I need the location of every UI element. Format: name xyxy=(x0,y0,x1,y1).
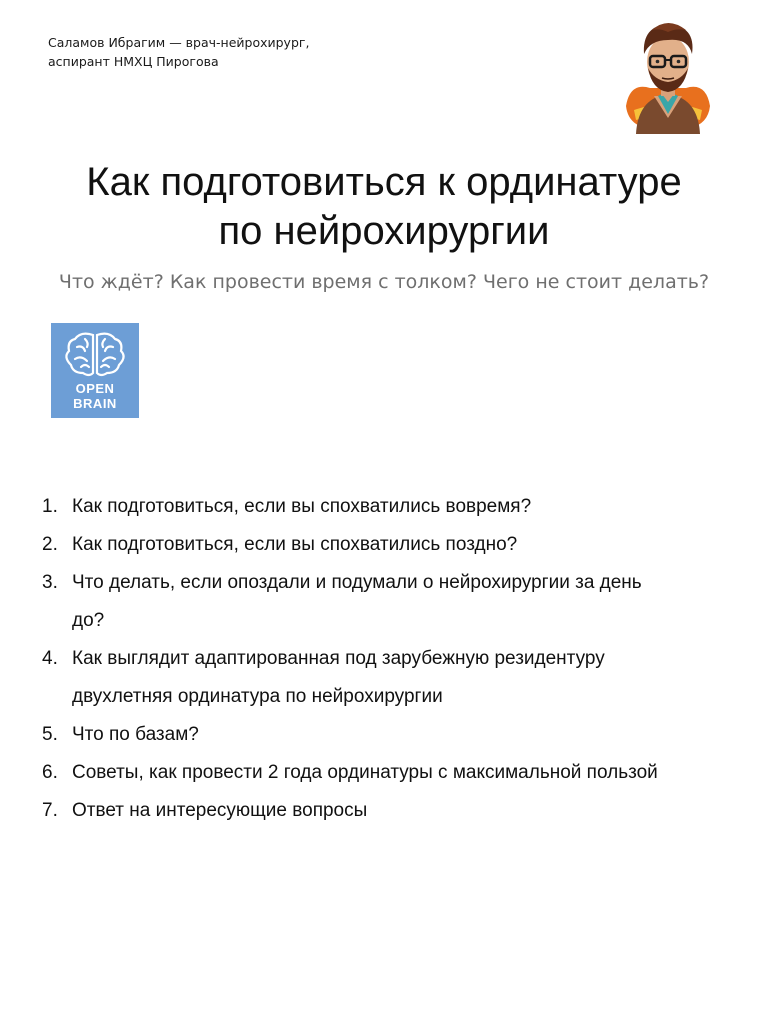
list-item-text: Советы, как провести 2 года ординатуры с максимальной пользой xyxy=(72,762,658,783)
open-brain-logo xyxy=(51,323,139,418)
list-item-text: Что по базам? xyxy=(72,724,199,745)
title-line-1: Как подготовиться к ординатуре xyxy=(86,160,682,204)
logo-text-open: OPEN xyxy=(75,381,115,396)
list-item-number: 2. xyxy=(42,534,58,555)
list-item-number: 6. xyxy=(42,762,58,783)
list-item xyxy=(0,564,768,640)
list-item xyxy=(0,526,768,564)
list-item xyxy=(0,716,768,754)
list-item-text: Ответ на интересующие вопросы xyxy=(72,800,368,821)
list-item-number: 7. xyxy=(42,800,58,821)
list-item-text: Как подготовиться, если вы спохватились поздно? xyxy=(72,534,518,555)
list-item-text: Что делать, если опоздали и подумали о нейрохирургии за день xyxy=(72,572,642,593)
list-item-number: 4. xyxy=(42,648,58,669)
list-item-text: Как выглядит адаптированная под зарубежную резидентуру xyxy=(72,648,605,669)
page-title xyxy=(20,158,748,256)
list-item xyxy=(0,792,768,830)
page-subtitle: Что ждёт? Как провести время с толком? Чего не стоит делать? xyxy=(58,271,710,293)
list-item xyxy=(0,488,768,526)
list-item-text: до? xyxy=(72,610,105,631)
author-name-line: Саламов Ибрагим — врач-нейрохирург, xyxy=(48,35,310,50)
list-item-number: 3. xyxy=(42,572,58,593)
questions-list xyxy=(0,488,768,830)
author-info xyxy=(48,33,388,71)
title-line-2: по нейрохирургии xyxy=(218,209,550,253)
list-item-text: Как подготовиться, если вы спохватились вовремя? xyxy=(72,496,532,517)
brain-icon xyxy=(51,327,139,379)
cartoon-avatar-icon xyxy=(612,18,724,134)
list-item-number: 5. xyxy=(42,724,58,745)
list-item xyxy=(0,640,768,716)
author-affiliation-line: аспирант НМХЦ Пирогова xyxy=(48,54,219,69)
list-item-text: двухлетняя ординатура по нейрохирургии xyxy=(72,686,443,707)
list-item-number: 1. xyxy=(42,496,58,517)
list-item xyxy=(0,754,768,792)
logo-text-brain: BRAIN xyxy=(73,396,117,411)
